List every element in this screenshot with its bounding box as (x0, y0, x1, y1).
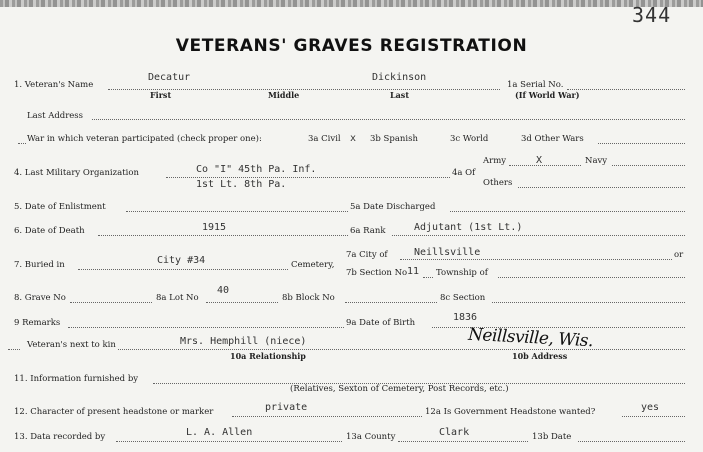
township-label: Township of (436, 268, 488, 278)
rank-line (392, 235, 685, 236)
navy-line (612, 165, 685, 166)
army-mark: X (536, 155, 543, 166)
serial-sublabel: (If World War) (515, 90, 580, 100)
record-date-label: 13b Date (532, 432, 572, 442)
veteran-name-label: 1. Veteran's Name (14, 80, 94, 90)
recorded-by-label: 13. Data recorded by (14, 432, 106, 442)
record-date-line (578, 441, 685, 442)
military-org-line1: Co "I" 45th Pa. Inf. (196, 164, 317, 175)
death-date-label: 6. Date of Death (14, 226, 85, 236)
war-other-label: 3d Other Wars (521, 134, 584, 144)
grave-no-label: 8. Grave No (14, 293, 66, 303)
info-furnished-label: 11. Information furnished by (14, 374, 139, 384)
next-of-kin-label: Veteran's next to kin (27, 340, 116, 350)
county-line (398, 441, 528, 442)
last-address-line (92, 119, 685, 120)
recorded-by-line (116, 441, 342, 442)
death-date-value: 1915 (202, 222, 227, 233)
war-other-line (598, 143, 685, 144)
birth-date-value: 1836 (453, 312, 478, 323)
war-civil-label: 3a Civil (308, 134, 341, 144)
middle-sublabel: Middle (268, 90, 300, 100)
rank-label: 6a Rank (350, 226, 386, 236)
city-label: 7a City of (346, 250, 388, 260)
veteran-first-name: Decatur (148, 72, 191, 83)
grave-section-label: 8c Section (440, 293, 486, 303)
discharged-label: 5a Date Discharged (350, 202, 436, 212)
kin-address-handwriting: Neillsville, Wis. (467, 324, 594, 352)
next-of-kin-line (118, 349, 685, 350)
next-of-kin-value: Mrs. Hemphill (niece) (180, 336, 307, 347)
enlistment-label: 5. Date of Enlistment (14, 202, 106, 212)
remarks-line (68, 327, 344, 328)
or-label: or (674, 250, 684, 260)
first-sublabel: First (150, 90, 172, 100)
war-label: War in which veteran participated (check proper one): (27, 134, 262, 144)
headstone-line (232, 416, 422, 417)
others-line (518, 187, 685, 188)
township-line (498, 277, 685, 278)
buried-label: 7. Buried in (14, 260, 65, 270)
serial-no-label: 1a Serial No. (507, 80, 564, 90)
war-lead-line (18, 143, 26, 144)
others-label: Others (483, 178, 513, 188)
serial-no-line (567, 89, 685, 90)
cemetery-label: Cemetery, (291, 260, 335, 270)
info-furnished-note: (Relatives, Sexton of Cemetery, Post Records, etc.) (290, 384, 509, 394)
county-label: 13a County (346, 432, 396, 442)
block-no-line (345, 302, 437, 303)
last-sublabel: Last (390, 90, 410, 100)
city-value: Neillsville (414, 247, 481, 258)
recorded-by-value: L. A. Allen (186, 427, 253, 438)
birth-date-label: 9a Date of Birth (346, 318, 416, 328)
grave-section-line (492, 302, 685, 303)
military-org-label: 4. Last Military Organization (14, 168, 139, 178)
army-label: Army (483, 156, 507, 166)
buried-line (78, 269, 288, 270)
form-title: VETERANS' GRAVES REGISTRATION (175, 36, 528, 56)
war-spanish-label: 3b Spanish (370, 134, 418, 144)
remarks-label: 9 Remarks (14, 318, 61, 328)
headstone-label: 12. Character of present headstone or marker (14, 407, 214, 417)
veteran-last-name: Dickinson (372, 72, 427, 83)
headstone-value: private (265, 402, 308, 413)
section-label: 7b Section No (346, 268, 408, 278)
govt-headstone-value: yes (641, 402, 660, 413)
enlistment-line (126, 211, 348, 212)
war-world-label: 3c World (450, 134, 489, 144)
lot-no-line (206, 302, 278, 303)
section-line (423, 277, 433, 278)
page-number: 344 (632, 3, 672, 27)
page-top-border (0, 0, 703, 7)
city-line (400, 259, 672, 260)
county-value: Clark (439, 427, 470, 438)
war-civil-mark: x (350, 133, 357, 144)
grave-no-line (70, 302, 152, 303)
lot-no-label: 8a Lot No (156, 293, 199, 303)
rank-value: Adjutant (1st Lt.) (414, 222, 523, 233)
block-no-label: 8b Block No (282, 293, 335, 303)
death-date-line (98, 235, 348, 236)
lot-no-value: 40 (217, 285, 230, 296)
navy-label: Navy (585, 156, 608, 166)
military-org-line (166, 177, 450, 178)
military-org-line2: 1st Lt. 8th Pa. (196, 179, 287, 190)
army-line (509, 165, 581, 166)
section-value: 11 (407, 266, 420, 277)
buried-value: City #34 (157, 255, 206, 266)
relationship-sublabel: 10a Relationship (230, 351, 306, 361)
last-address-label: Last Address (27, 111, 84, 121)
discharged-line (450, 211, 685, 212)
org-of-label: 4a Of (452, 168, 476, 178)
address-sublabel: 10b Address (512, 351, 568, 361)
govt-headstone-line (622, 416, 685, 417)
kin-lead-line (8, 349, 20, 350)
govt-headstone-label: 12a Is Government Headstone wanted? (425, 407, 596, 417)
